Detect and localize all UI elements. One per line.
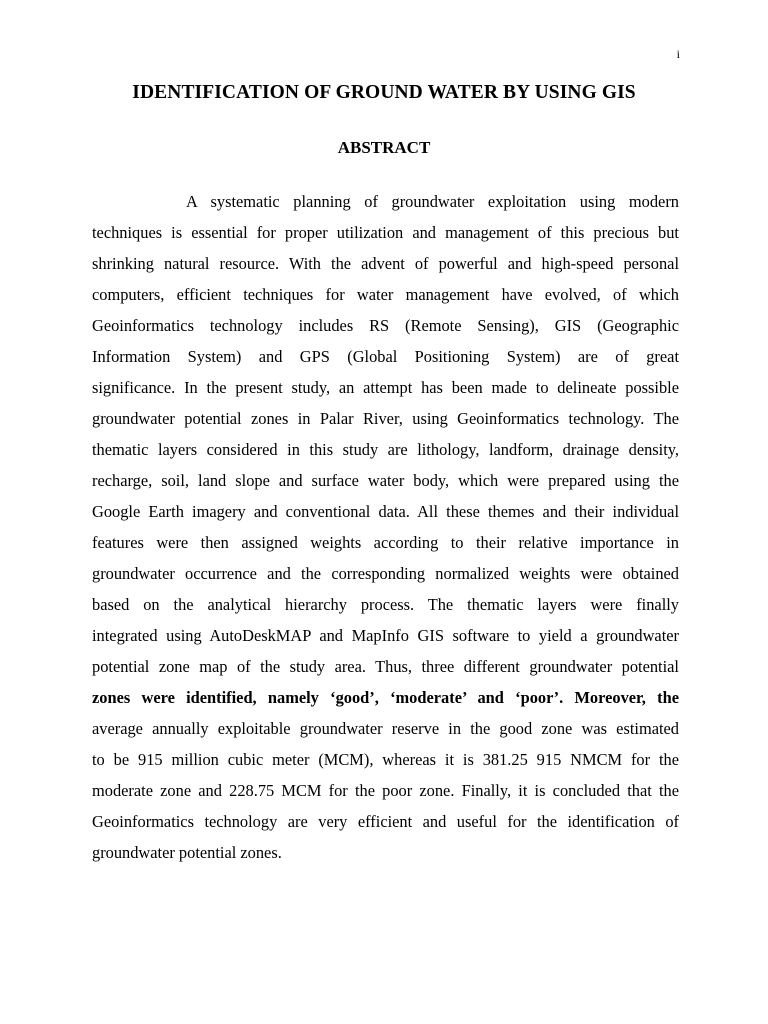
abstract-line: thematic layers considered in this study are lithology, landform, drainage density, bbox=[92, 440, 679, 459]
page-number: i bbox=[676, 47, 680, 61]
abstract-line: based on the analytical hierarchy process. The thematic layers were finally bbox=[92, 595, 679, 614]
abstract-line: groundwater potential zones. bbox=[92, 843, 282, 862]
abstract-line: recharge, soil, land slope and surface water body, which were prepared using the bbox=[92, 471, 679, 490]
abstract-line: A systematic planning of groundwater exploitation using modern bbox=[186, 192, 679, 211]
abstract-line: shrinking natural resource. With the advent of powerful and high-speed personal bbox=[92, 254, 679, 273]
abstract-heading: ABSTRACT bbox=[337, 138, 431, 157]
abstract-line: groundwater potential zones in Palar River, using Geoinformatics technology. The bbox=[92, 409, 679, 428]
abstract-line: Geoinformatics technology includes RS (Remote Sensing), GIS (Geographic bbox=[92, 316, 679, 335]
abstract-line: to be 915 million cubic meter (MCM), whereas it is 381.25 915 NMCM for the bbox=[92, 750, 679, 769]
abstract-line: Geoinformatics technology are very efficient and useful for the identification of bbox=[92, 812, 679, 831]
abstract-line: moderate zone and 228.75 MCM for the poor zone. Finally, it is concluded that the bbox=[92, 781, 679, 800]
abstract-line: significance. In the present study, an attempt has been made to delineate possible bbox=[92, 378, 679, 397]
abstract-line: integrated using AutoDeskMAP and MapInfo GIS software to yield a groundwater bbox=[92, 626, 679, 645]
abstract-line: Google Earth imagery and conventional data. All these themes and their individual bbox=[92, 502, 679, 521]
document-title: IDENTIFICATION OF GROUND WATER BY USING GIS bbox=[132, 82, 636, 103]
abstract-line: Information System) and GPS (Global Positioning System) are of great bbox=[92, 347, 679, 366]
abstract-line: average annually exploitable groundwater reserve in the good zone was estimated bbox=[92, 719, 679, 738]
abstract-body bbox=[92, 186, 679, 868]
abstract-line-bold: zones were identified, namely ‘good’, ‘moderate’ and ‘poor’. Moreover, the bbox=[92, 688, 679, 707]
abstract-line: potential zone map of the study area. Thus, three different groundwater potential bbox=[92, 657, 679, 676]
abstract-line: groundwater occurrence and the corresponding normalized weights were obtained bbox=[92, 564, 679, 583]
abstract-line: computers, efficient techniques for water management have evolved, of which bbox=[92, 285, 679, 304]
abstract-line: features were then assigned weights according to their relative importance in bbox=[92, 533, 679, 552]
abstract-line: techniques is essential for proper utilization and management of this precious but bbox=[92, 223, 679, 242]
